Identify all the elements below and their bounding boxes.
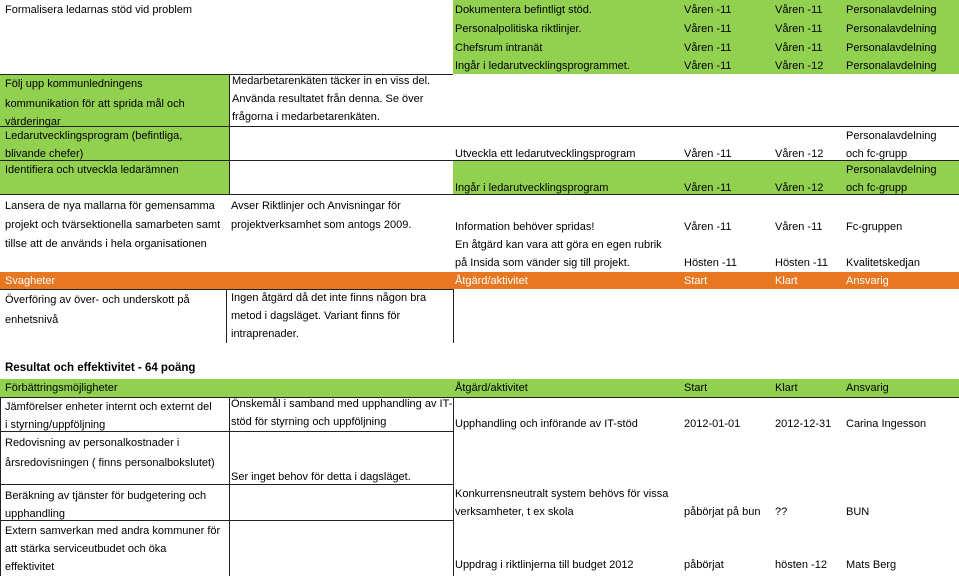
personnel-comment: Ser inget behov för detta i dagsläget. bbox=[231, 471, 411, 483]
weakness-label: Svagheter bbox=[5, 275, 56, 287]
personnel-line: Redovisning av personalkostnader i bbox=[5, 437, 180, 449]
templates-line: Lansera de nya mallarna för gemensamma bbox=[5, 200, 215, 212]
done-cell: Våren -12 bbox=[775, 182, 824, 194]
start-cell: Hösten -11 bbox=[684, 257, 737, 269]
done-cell: 2012-12-31 bbox=[775, 418, 832, 430]
done-cell: Våren -11 bbox=[775, 4, 823, 16]
personnel-line: årsredovisningen ( finns personalbokslutet) bbox=[5, 457, 215, 469]
done-header: Klart bbox=[775, 275, 798, 287]
resp-header: Ansvarig bbox=[846, 382, 889, 394]
transfer-comment: intraprenader. bbox=[231, 328, 299, 340]
follow-up-line: Följ upp kommunledningens bbox=[5, 78, 143, 90]
start-cell: Våren -11 bbox=[684, 42, 732, 54]
external-line: Extern samverkan med andra kommuner för bbox=[5, 525, 221, 537]
compare-comment: Önskemål i samband med upphandling av IT- bbox=[231, 398, 453, 410]
follow-up-line: värderingar bbox=[5, 116, 61, 128]
done-cell: Våren -12 bbox=[775, 60, 824, 72]
start-header: Start bbox=[684, 382, 708, 394]
external-line: effektivitet bbox=[5, 561, 55, 573]
resp-cell: Personalavdelning bbox=[846, 60, 937, 72]
done-cell: ?? bbox=[775, 506, 788, 518]
resp-cell: Mats Berg bbox=[846, 559, 897, 571]
start-cell: Våren -11 bbox=[684, 221, 732, 233]
done-cell: hösten -12 bbox=[775, 559, 827, 571]
follow-up-line: kommunikation för att sprida mål och bbox=[5, 98, 185, 110]
action-cell: Upphandling och införande av IT-stöd bbox=[455, 418, 638, 430]
action-header: Åtgärd/aktivitet bbox=[455, 275, 528, 287]
external-line: att stärka serviceutbudet och öka bbox=[5, 543, 167, 555]
resp-cell: Kvalitetskedjan bbox=[846, 257, 920, 269]
follow-up-comment: Använda resultatet från denna. Se över bbox=[232, 93, 424, 105]
action-cell: Chefsrum intranät bbox=[455, 42, 543, 54]
leader-program-line: Ledarutvecklingsprogram (befintliga, bbox=[5, 130, 183, 142]
start-cell: Våren -11 bbox=[684, 182, 732, 194]
follow-up-comment: Medarbetarenkäten täcker in en viss del. bbox=[232, 75, 431, 87]
action-cell: Konkurrensneutralt system behövs för vissa bbox=[455, 488, 669, 500]
templates-line: projekt och tvärsektionella samarbeten samt bbox=[5, 219, 221, 231]
done-cell: Våren -11 bbox=[775, 23, 823, 35]
resp-cell: Personalavdelning bbox=[846, 4, 937, 16]
calc-line: Beräkning av tjänster för budgetering och bbox=[5, 490, 207, 502]
start-cell: 2012-01-01 bbox=[684, 418, 741, 430]
start-cell: påbörjat bbox=[684, 559, 724, 571]
resp-header: Ansvarig bbox=[846, 275, 889, 287]
improvements-label: Förbättringsmöjligheter bbox=[5, 382, 118, 394]
resp-cell: Personalavdelning bbox=[846, 164, 937, 176]
start-cell: Våren -11 bbox=[684, 148, 732, 160]
done-cell: Våren -11 bbox=[775, 42, 823, 54]
follow-up-comment: frågorna i medarbetarenkäten. bbox=[232, 111, 380, 123]
templates-comment: projektverksamhet som antogs 2009. bbox=[231, 219, 412, 231]
action-cell: Ingår i ledarutvecklingsprogram bbox=[455, 182, 609, 194]
transfer-comment: Ingen åtgärd då det inte finns någon bra bbox=[231, 292, 427, 304]
calc-line: upphandling bbox=[5, 508, 65, 520]
templates-line: tillse att de används i hela organisationen bbox=[5, 238, 207, 250]
top-left-header: Formalisera ledarnas stöd vid problem bbox=[5, 4, 193, 16]
identify-line: Identifiera och utveckla ledarämnen bbox=[5, 164, 179, 176]
action-cell: Information behöver spridas! bbox=[455, 221, 595, 233]
resp-cell: Personalavdelning bbox=[846, 23, 937, 35]
start-cell: Våren -11 bbox=[684, 4, 732, 16]
resp-cell: Personalavdelning bbox=[846, 130, 937, 142]
results-title: Resultat och effektivitet - 64 poäng bbox=[5, 362, 196, 374]
compare-comment: stöd för styrning och uppföljning bbox=[231, 416, 387, 428]
action-cell: Utveckla ett ledarutvecklingsprogram bbox=[455, 148, 636, 160]
transfer-line: enhetsnivå bbox=[5, 314, 59, 326]
compare-line: i styrning/uppföljning bbox=[5, 419, 106, 431]
action-cell: Ingår i ledarutvecklingsprogrammet. bbox=[455, 60, 630, 72]
action-cell: på Insida som vänder sig till projekt. bbox=[455, 257, 630, 269]
resp-cell: Fc-gruppen bbox=[846, 221, 903, 233]
action-cell: Dokumentera befintligt stöd. bbox=[455, 4, 592, 16]
templates-comment: Avser Riktlinjer och Anvisningar för bbox=[231, 200, 401, 212]
leader-program-line: blivande chefer) bbox=[5, 148, 84, 160]
done-cell: Våren -12 bbox=[775, 148, 824, 160]
action-cell: Uppdrag i riktlinjerna till budget 2012 bbox=[455, 559, 634, 571]
transfer-comment: metod i dagsläget. Variant finns för bbox=[231, 310, 401, 322]
start-cell: påbörjat på bun bbox=[684, 506, 761, 518]
resp-cell: och fc-grupp bbox=[846, 148, 908, 160]
resp-cell: BUN bbox=[846, 506, 870, 518]
compare-line: Jämförelser enheter internt och externt del bbox=[5, 401, 212, 413]
action-cell: verksamheter, t ex skola bbox=[455, 506, 574, 518]
done-header: Klart bbox=[775, 382, 798, 394]
start-header: Start bbox=[684, 275, 708, 287]
resp-cell: Carina Ingesson bbox=[846, 418, 927, 430]
done-cell: Hösten -11 bbox=[775, 257, 828, 269]
action-cell: En åtgärd kan vara att göra en egen rubrik bbox=[455, 239, 662, 251]
resp-cell: och fc-grupp bbox=[846, 182, 908, 194]
done-cell: Våren -11 bbox=[775, 221, 823, 233]
resp-cell: Personalavdelning bbox=[846, 42, 937, 54]
transfer-line: Överföring av över- och underskott på bbox=[5, 294, 190, 306]
action-header: Åtgärd/aktivitet bbox=[455, 382, 528, 394]
start-cell: Våren -11 bbox=[684, 23, 732, 35]
start-cell: Våren -11 bbox=[684, 60, 732, 72]
action-cell: Personalpolitiska riktlinjer. bbox=[455, 23, 582, 35]
